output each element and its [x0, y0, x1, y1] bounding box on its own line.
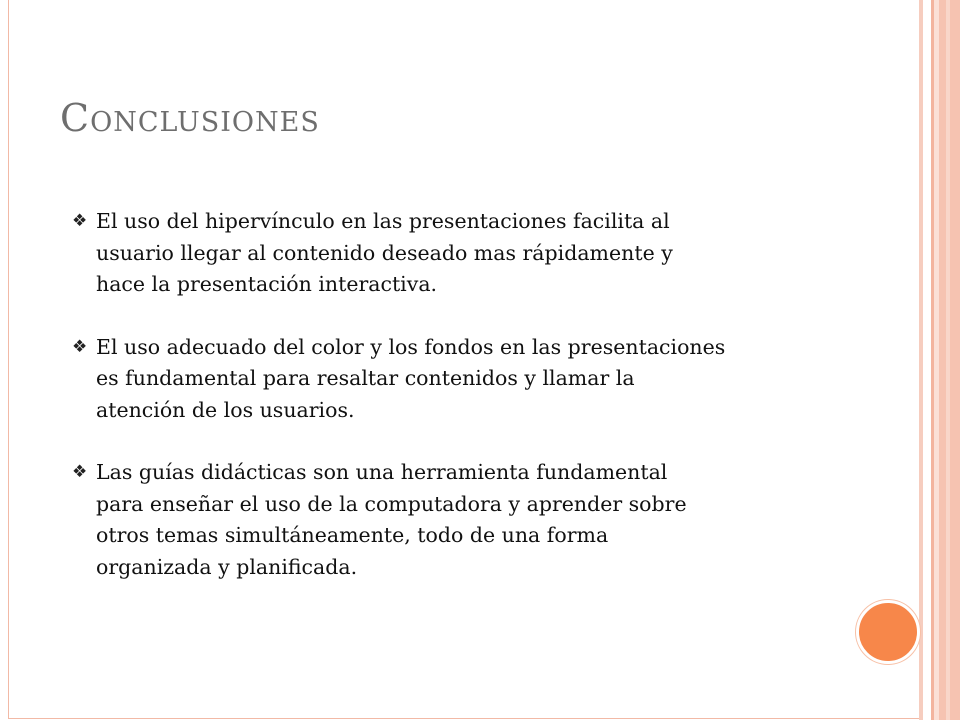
- bullet-line: otros temas simultáneamente, todo de una forma: [96, 523, 609, 547]
- bullet-item: [72, 206, 852, 301]
- bullet-line: atención de los usuarios.: [96, 397, 355, 422]
- slide-title: Conclusiones: [60, 96, 320, 140]
- bullet-line: es fundamental para resaltar contenidos y llamar la: [96, 366, 635, 390]
- bullet-line: Las guías didácticas son una herramienta fundamental: [96, 460, 668, 484]
- orange-circle-decoration: [856, 600, 920, 664]
- bullet-item: [72, 457, 852, 583]
- bullet-line: usuario llegar al contenido deseado mas rápidamente y: [96, 240, 673, 265]
- bullet-line: para enseñar el uso de la computadora y aprender sobre: [96, 491, 687, 516]
- diamond-bullet-icon: ❖: [72, 211, 88, 231]
- decorative-stripe: [946, 0, 950, 720]
- diamond-bullet-icon: ❖: [72, 462, 88, 482]
- bullet-line: organizada y planificada.: [96, 554, 358, 579]
- bullet-item: [72, 332, 852, 427]
- decorative-stripe: [923, 0, 931, 720]
- bullet-line: El uso adecuado del color y los fondos en las presentaciones: [96, 334, 726, 359]
- bullet-line: hace la presentación interactiva.: [96, 272, 438, 296]
- bullet-list: [72, 206, 852, 614]
- bullet-line: El uso del hipervínculo en las presentaciones facilita al: [96, 209, 670, 233]
- diamond-bullet-icon: ❖: [72, 336, 88, 357]
